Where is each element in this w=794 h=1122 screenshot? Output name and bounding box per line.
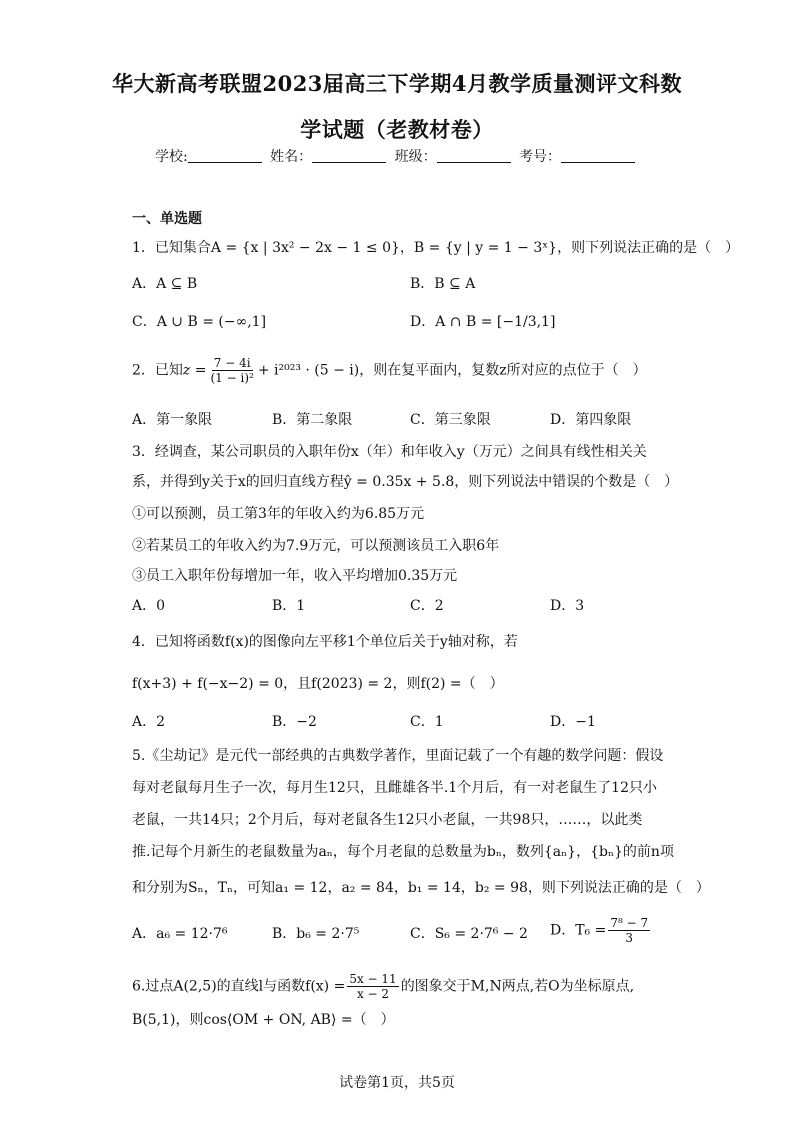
class-label: 班级： — [394, 149, 437, 165]
question-2-rest: + i²⁰²³ · (5 − i)，则在复平面内，复数z所对应的点位于（ ） — [257, 362, 647, 379]
question-3-option-b: B．1 — [272, 598, 306, 614]
school-blank[interactable] — [188, 149, 262, 163]
question-3-item1: ①可以预测，员工第3年的年收入约为6.85万元 — [132, 506, 425, 522]
id-blank[interactable] — [561, 149, 635, 163]
name-blank[interactable] — [312, 149, 386, 163]
student-info-row — [0, 146, 794, 166]
question-4-line2: f(x+3) + f(−x−2) = 0，且f(2023) = 2，则f(2) =（ ） — [132, 676, 504, 692]
question-5-line2: 每对老鼠每月生子一次，每月生12只，且雌雄各半.1个月后，有一对老鼠生了12只小 — [132, 780, 657, 796]
question-4-option-a: A．2 — [132, 714, 166, 730]
question-3-line1: 3．经调查，某公司职员的入职年份x（年）和年收入y（万元）之间具有线性相关关 — [132, 444, 647, 460]
question-1-option-d: D．A ∩ B = [−1/3,1] — [410, 314, 556, 330]
question-6-prefix: 6.过点A(2,5)的直线l与函数f(x) = — [132, 978, 346, 995]
question-5-option-c: C．S₆ = 2·7⁶ − 2 — [410, 926, 528, 942]
question-5-option-d-den: 3 — [625, 931, 634, 945]
question-1-option-b: B．B ⊆ A — [410, 276, 476, 292]
page-footer: 试卷第1页，共5页 — [339, 1075, 455, 1091]
question-5-option-d-fraction — [608, 916, 650, 945]
class-blank[interactable] — [437, 149, 511, 163]
exam-title-line2: 学试题（老教材卷） — [300, 117, 494, 142]
question-5-option-b: B．b₆ = 2·7⁵ — [272, 926, 360, 942]
question-2-fraction — [208, 356, 255, 385]
question-2-fraction-den: (1 − i)² — [210, 371, 254, 385]
question-1-stem: 1．已知集合A = {x | 3x² − 2x − 1 ≤ 0}，B = {y | y = 1 − 3ˣ}，则下列说法正确的是（ ） — [132, 240, 740, 256]
exam-title-line1: 华大新高考联盟2023届高三下学期4月教学质量测评文科数 — [111, 71, 683, 96]
question-6-line2: B(5,1)，则cos⟨OM + ON, AB⟩ =（ ） — [132, 1012, 395, 1028]
question-3-option-a: A．0 — [132, 598, 166, 614]
id-label: 考号： — [519, 149, 562, 165]
question-4-option-d: D．−1 — [550, 714, 596, 730]
question-1-option-a: A．A ⊆ B — [132, 276, 198, 292]
question-2-z: z = — [182, 362, 207, 379]
question-4-option-b: B．−2 — [272, 714, 317, 730]
question-2-fraction-num: 7 − 4i — [213, 356, 251, 370]
question-2-option-d: D．第四象限 — [550, 412, 632, 428]
question-3-option-c: C．2 — [410, 598, 444, 614]
name-label: 姓名： — [270, 149, 313, 165]
question-3-line2: 系，并得到y关于x的回归直线方程ŷ = 0.35x + 5.8，则下列说法中错误的个数是（ ） — [132, 474, 679, 490]
question-5-option-a: A．a₆ = 12·7⁶ — [132, 926, 228, 942]
question-4-line1: 4．已知将函数f(x)的图像向左平移1个单位后关于y轴对称，若 — [132, 634, 518, 650]
question-6-fraction-den: x − 2 — [356, 987, 390, 1001]
question-6-fraction-num: 5x − 11 — [349, 972, 397, 986]
question-5-line4: 推.记每个月新生的老鼠数量为aₙ，每个月老鼠的总数量为bₙ，数列{aₙ}，{bₙ}的前n项 — [132, 844, 674, 860]
section-heading: 一、单选题 — [132, 211, 202, 227]
question-2-option-b: B．第二象限 — [272, 412, 353, 428]
question-6-suffix: 的图象交于M,N两点,若O为坐标原点, — [400, 978, 635, 995]
question-5-line1: 5.《尘劫记》是元代一部经典的古典数学著作，里面记载了一个有趣的数学问题：假设 — [132, 748, 664, 764]
question-2-prefix: 2．已知 — [132, 362, 183, 379]
school-label: 学校: — [154, 149, 188, 165]
question-2-option-c: C．第三象限 — [410, 412, 491, 428]
question-2-stem — [132, 356, 647, 385]
question-5-option-d — [550, 916, 652, 945]
question-3-item3: ③员工入职年份每增加一年，收入平均增加0.35万元 — [132, 568, 458, 584]
question-5-option-d-num: 7⁸ − 7 — [610, 916, 649, 930]
question-2-option-a: A．第一象限 — [132, 412, 213, 428]
question-5-line5: 和分别为Sₙ，Tₙ，可知a₁ = 12，a₂ = 84，b₁ = 14，b₂ = 98，则下列说法正确的是（ ） — [132, 880, 710, 896]
question-5-option-d-prefix: D．T₆ = — [550, 922, 607, 939]
question-3-option-d: D．3 — [550, 598, 585, 614]
question-5-line3: 老鼠，一共14只；2个月后，每对老鼠各生12只小老鼠，一共98只，……，以此类 — [132, 812, 643, 828]
question-4-option-c: C．1 — [410, 714, 444, 730]
question-6-line1 — [132, 972, 634, 1001]
question-1-option-c: C．A ∪ B = (−∞,1] — [132, 314, 267, 330]
question-6-fraction — [347, 972, 398, 1001]
question-3-item2: ②若某员工的年收入约为7.9万元，可以预测该员工入职6年 — [132, 538, 500, 554]
